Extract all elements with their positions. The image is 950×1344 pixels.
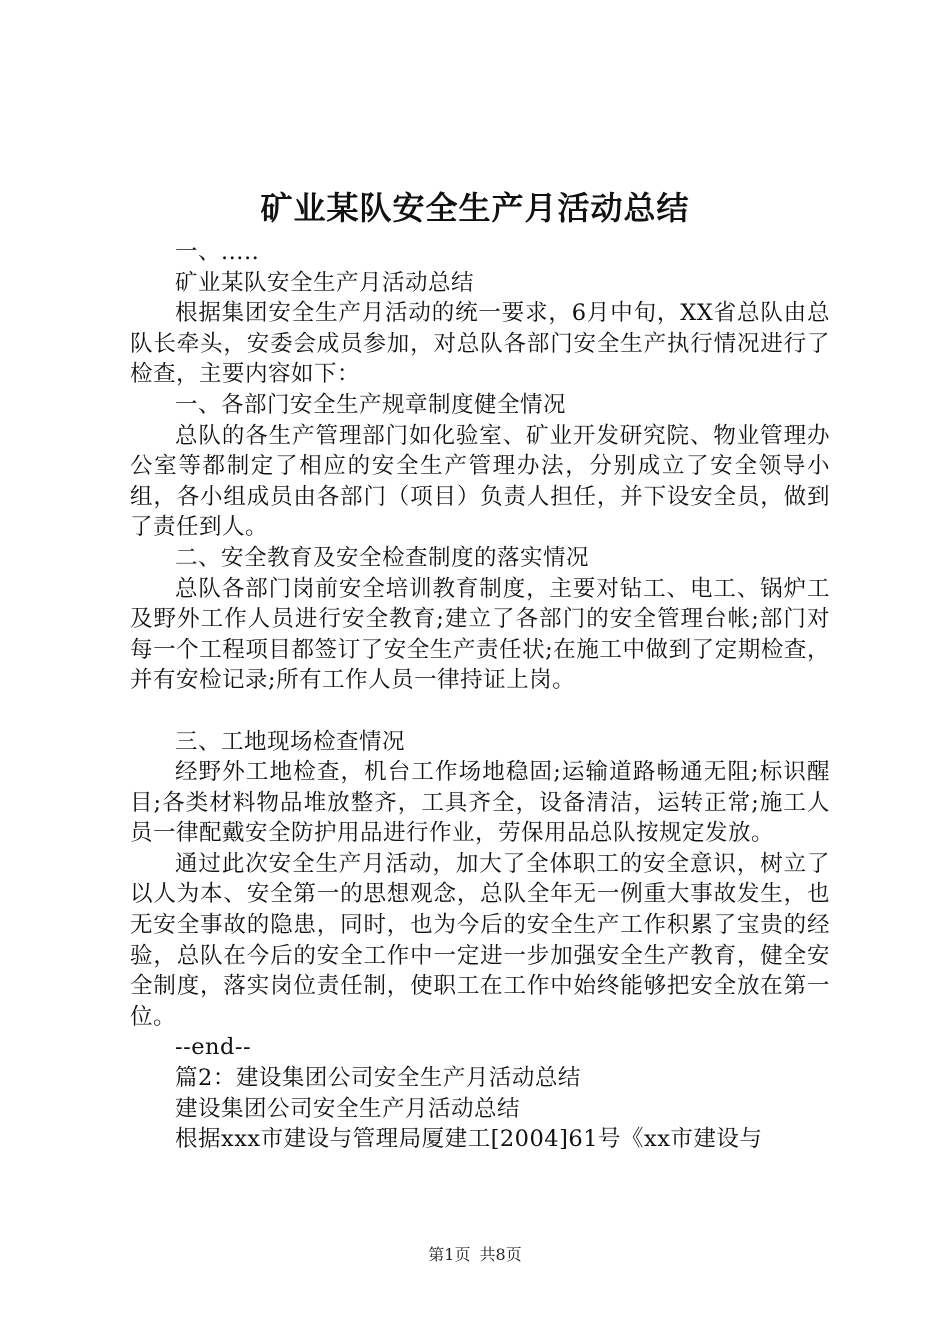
page-number: 第1页 — [428, 1245, 471, 1264]
paragraph-conclusion: 通过此次安全生产月活动，加大了全体职工的安全意识，树立了以人为本、安全第一的思想观念，总队全年无一例重大事故发生，也无安全事故的隐患，同时，也为今后的安全生产工作积累了宝贵的经验，总队在今后的安全工作中一定进一步加强安全生产教育，健全安全制度，落实岗位责任制，使职工在工作中始终能够把安全放在第一位。 — [130, 850, 830, 1030]
paragraph-heading-marker: 一、..... — [175, 239, 260, 265]
paragraph-intro: 根据集团安全生产月活动的统一要求，6月中旬，XX省总队由总队长牵头，安委会成员参加，对总队各部门安全生产执行情况进行了检查，主要内容如下： — [130, 300, 830, 388]
section-heading-2: 二、安全教育及安全检查制度的落实情况 — [175, 544, 590, 571]
paragraph-spacer — [130, 696, 830, 727]
section-heading-1: 一、各部门安全生产规章制度健全情况 — [175, 391, 567, 418]
article-2-intro: 根据xxx市建设与管理局厦建工[2004]61号《xx市建设与 — [175, 1126, 763, 1153]
paragraph-section-3: 经野外工地检查，机台工作场地稳固;运输道路畅通无阻;标识醒目;各类材料物品堆放整齐，工具齐全，设备清洁，运转正常;施工人员一律配戴安全防护用品进行作业，劳保用品总队按规定发放。 — [130, 759, 830, 847]
paragraph-section-1: 总队的各生产管理部门如化验室、矿业开发研究院、物业管理办公室等都制定了相应的安全生产管理办法，分别成立了安全领导小组，各小组成员由各部门（项目）负责人担任，并下设安全员，做到了责任到人。 — [130, 422, 830, 541]
document-title: 矿业某队安全生产月活动总结 — [260, 189, 690, 227]
section-heading-3: 三、工地现场检查情况 — [175, 728, 406, 755]
document-body — [130, 237, 830, 1155]
paragraph-subtitle: 矿业某队安全生产月活动总结 — [175, 269, 475, 296]
paragraph-section-2: 总队各部门岗前安全培训教育制度，主要对钻工、电工、锅炉工及野外工作人员进行安全教育;建立了各部门的安全管理台帐;部门对每一个工程项目都签订了安全生产责任状;在施工中做到了定期检查，并有安检记录;所有工作人员一律持证上岗。 — [130, 575, 830, 694]
article-2-subtitle: 建设集团公司安全生产月活动总结 — [175, 1095, 521, 1122]
page-footer — [0, 1244, 950, 1266]
article-2-heading: 篇2：建设集团公司安全生产月活动总结 — [175, 1065, 581, 1092]
page-total: 共8页 — [479, 1245, 522, 1264]
end-marker: --end-- — [175, 1034, 252, 1061]
